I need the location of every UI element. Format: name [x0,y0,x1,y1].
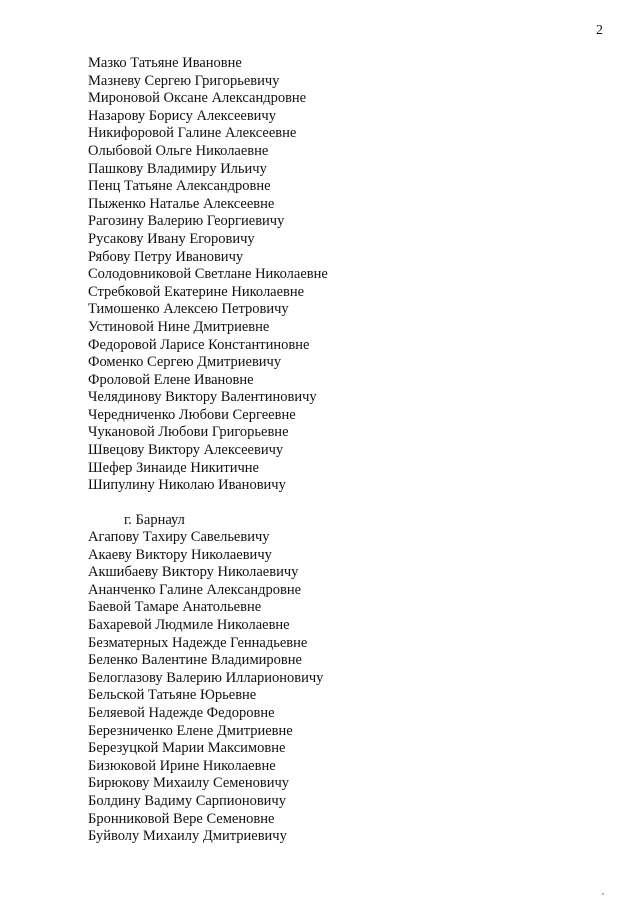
list-item: Рагозину Валерию Георгиевичу [88,213,285,230]
list-item: Солодовниковой Светлане Николаевне [88,266,328,283]
list-item: Березуцкой Марии Максимовне [88,740,286,757]
page-number: 2 [596,23,603,38]
list-item: Пенц Татьяне Александровне [88,178,271,195]
city-heading: г. Барнаул [124,512,185,528]
list-item: Баевой Тамаре Анатольевне [88,599,262,616]
list-item: Безматерных Надежде Геннадьевне [88,634,308,651]
list-item: Беленко Валентине Владимировне [88,652,302,669]
list-item: Устиновой Нине Дмитриевне [88,318,270,335]
list-item: Белоглазову Валерию Илларионовичу [88,669,324,686]
list-item: Беляевой Надежде Федоровне [88,704,275,721]
list-item: Мазко Татьяне Ивановне [88,55,242,71]
list-item: Назарову Борису Алексеевичу [88,107,276,124]
list-item: Рябову Петру Ивановичу [88,248,244,265]
list-item: Олыбовой Ольге Николаевне [88,142,269,159]
list-item: Русакову Ивану Егоровичу [88,230,255,247]
recipient-list-2 [88,529,323,846]
list-item: Мироновой Оксане Александровне [88,90,307,107]
list-item: Шефер Зинаиде Никитичне [88,459,259,476]
list-item: Стребковой Екатерине Николаевне [88,283,305,300]
list-item: Березниченко Елене Дмитриевне [88,722,293,739]
list-item: Тимошенко Алексею Петровичу [88,301,289,318]
list-item: Акшибаеву Виктору Николаевичу [88,564,299,581]
recipient-list-1 [88,55,328,495]
list-item: Никифоровой Галине Алексеевне [88,125,297,142]
list-item: Ананченко Галине Александровне [88,581,302,598]
list-item: Бахаревой Людмиле Николаевне [88,616,290,633]
list-item: Швецову Виктору Алексеевичу [88,442,284,459]
list-item: Фоменко Сергею Дмитриевичу [88,354,282,371]
list-item: Болдину Вадиму Сарпионовичу [88,792,286,809]
list-item: Буйволу Михаилу Дмитриевичу [88,828,287,845]
list-item: Пыженко Наталье Алексеевне [88,195,275,212]
list-item: Бирюкову Михаилу Семеновичу [88,775,290,792]
scan-speck [602,893,604,895]
list-item: Чукановой Любови Григорьевне [88,424,289,441]
list-item: Фроловой Елене Ивановне [88,371,254,388]
list-item: Пашкову Владимиру Ильичу [88,160,267,177]
list-item: Бельской Татьяне Юрьевне [88,687,257,704]
list-item: Мазневу Сергею Григорьевичу [88,72,280,89]
list-item: Федоровой Ларисе Константиновне [88,336,310,353]
list-item: Акаеву Виктору Николаевичу [88,546,272,563]
list-item: Чередниченко Любови Сергеевне [88,406,296,423]
list-item: Шипулину Николаю Ивановичу [88,477,286,494]
list-item: Бизюковой Ирине Николаевне [88,757,276,774]
list-item: Бронниковой Вере Семеновне [88,810,275,827]
list-item: Агапову Тахиру Савельевичу [88,529,270,545]
list-item: Челядинову Виктору Валентиновичу [88,389,317,406]
